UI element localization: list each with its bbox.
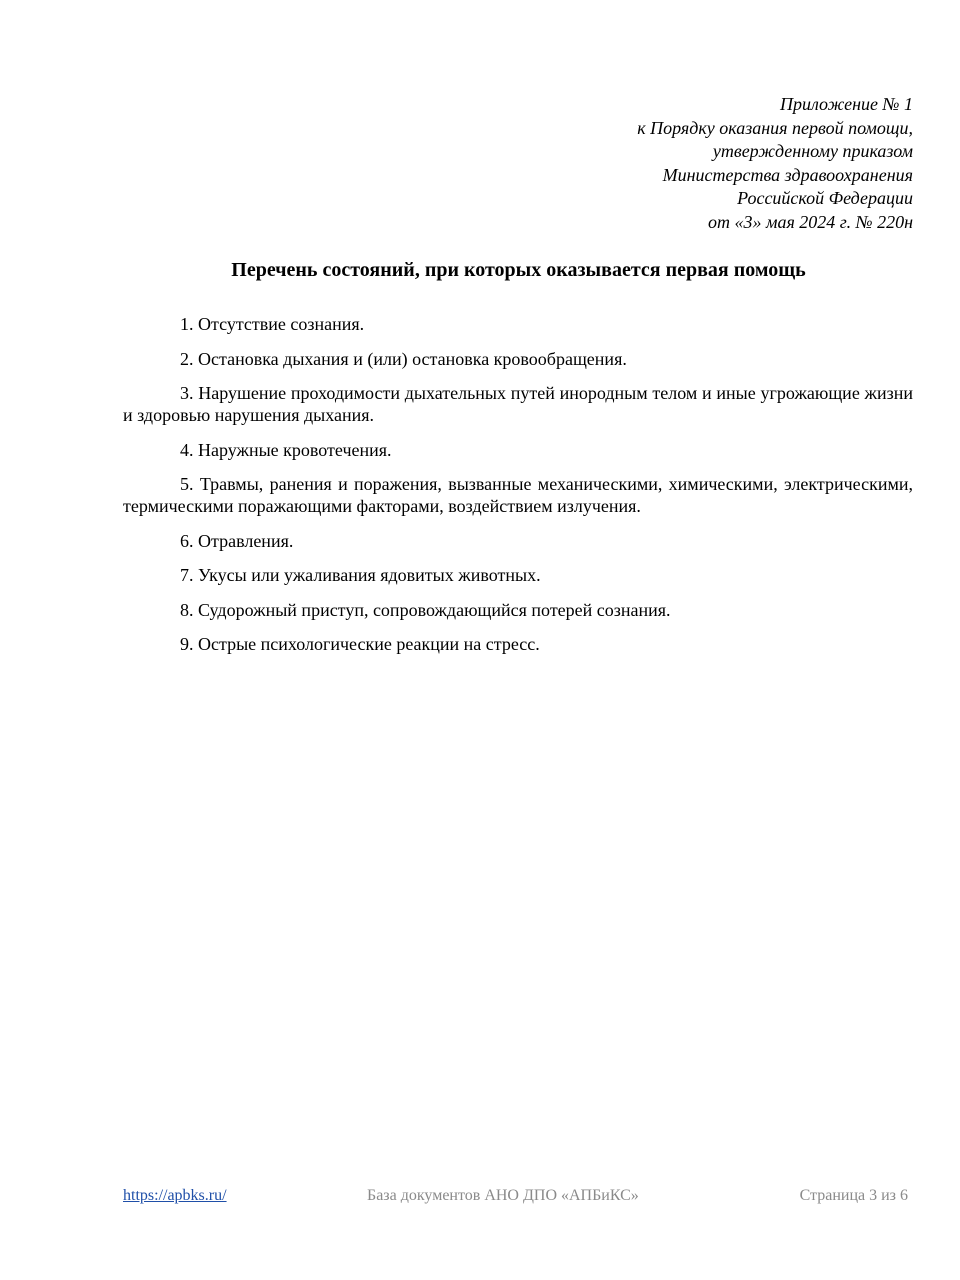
conditions-list bbox=[123, 313, 913, 668]
appendix-header-line: от «3» мая 2024 г. № 220н bbox=[707, 211, 913, 232]
appendix-header bbox=[413, 93, 913, 234]
appendix-header-line: к Порядку оказания первой помощи, bbox=[637, 117, 913, 138]
page-number: Страница 3 из 6 bbox=[799, 1187, 908, 1204]
appendix-header-line: Российской Федерации bbox=[737, 188, 913, 208]
list-item: 6. Отравления. bbox=[180, 530, 294, 551]
footer-database-label: База документов АНО ДПО «АПБиКС» bbox=[367, 1187, 639, 1204]
list-item: 2. Остановка дыхания и (или) остановка кровообращения. bbox=[180, 348, 627, 369]
list-item: 9. Острые психологические реакции на стресс. bbox=[180, 634, 540, 654]
page-footer bbox=[123, 1185, 908, 1207]
appendix-header-line: утвержденному приказом bbox=[712, 141, 913, 161]
site-link[interactable]: https://apbks.ru/ bbox=[123, 1187, 227, 1204]
list-item: 8. Судорожный приступ, сопровождающийся потерей сознания. bbox=[180, 599, 671, 620]
appendix-header-line: Приложение № 1 bbox=[779, 94, 913, 114]
list-item: 5. Травмы, ранения и поражения, вызванные механическими, химическими, электрическими, термическими поражающими факторами, воздействием излучения. bbox=[123, 474, 913, 516]
appendix-header-line: Министерства здравоохранения bbox=[662, 164, 913, 185]
list-item: 3. Нарушение проходимости дыхательных путей инородным телом и иные угрожающие жизни и здоровью нарушения дыхания. bbox=[123, 383, 913, 425]
list-item: 7. Укусы или ужаливания ядовитых животных. bbox=[180, 565, 541, 585]
list-item: 1. Отсутствие сознания. bbox=[180, 314, 365, 334]
list-item: 4. Наружные кровотечения. bbox=[180, 439, 392, 460]
document-title: Перечень состояний, при которых оказывается первая помощь bbox=[231, 259, 806, 281]
